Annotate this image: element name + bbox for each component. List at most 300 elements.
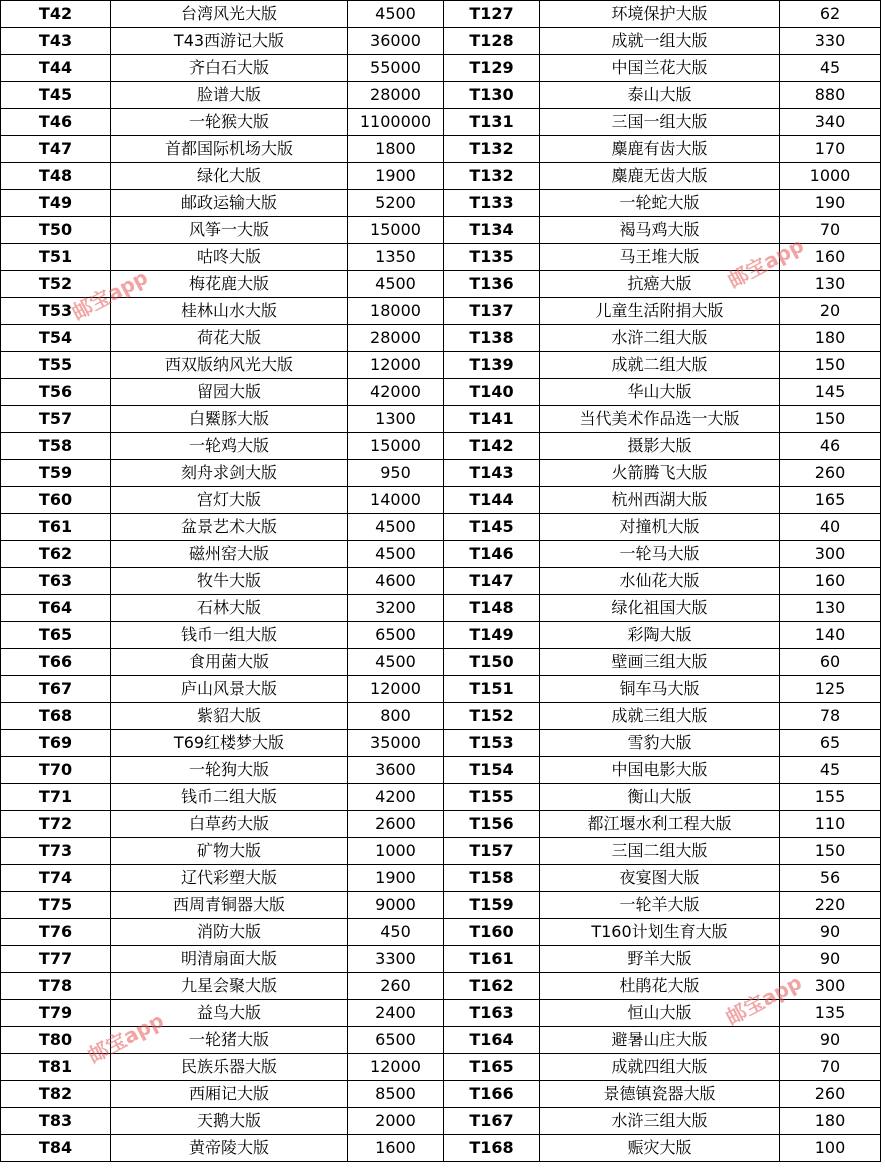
left-name-cell: 桂林山水大版 xyxy=(111,298,348,325)
table-row xyxy=(1,136,881,163)
left-name-cell: 牧牛大版 xyxy=(111,568,348,595)
left-name-cell: 荷花大版 xyxy=(111,325,348,352)
left-code-cell: T81 xyxy=(1,1054,111,1081)
right-code-cell: T130 xyxy=(444,82,540,109)
table-body xyxy=(1,1,881,1162)
left-price-cell: 3300 xyxy=(348,946,444,973)
left-price-cell: 4500 xyxy=(348,1,444,28)
right-price-cell: 260 xyxy=(780,460,881,487)
right-price-cell: 140 xyxy=(780,622,881,649)
table-row xyxy=(1,892,881,919)
right-name-cell: 一轮羊大版 xyxy=(540,892,780,919)
right-code-cell: T145 xyxy=(444,514,540,541)
right-price-cell: 78 xyxy=(780,703,881,730)
table-row xyxy=(1,460,881,487)
right-price-cell: 40 xyxy=(780,514,881,541)
left-price-cell: 1350 xyxy=(348,244,444,271)
table-row xyxy=(1,217,881,244)
right-name-cell: 铜车马大版 xyxy=(540,676,780,703)
right-code-cell: T147 xyxy=(444,568,540,595)
left-code-cell: T61 xyxy=(1,514,111,541)
right-code-cell: T149 xyxy=(444,622,540,649)
right-name-cell: 水浒三组大版 xyxy=(540,1108,780,1135)
right-price-cell: 260 xyxy=(780,1081,881,1108)
left-name-cell: 钱币二组大版 xyxy=(111,784,348,811)
right-price-cell: 150 xyxy=(780,838,881,865)
right-name-cell: 壁画三组大版 xyxy=(540,649,780,676)
table-row xyxy=(1,703,881,730)
right-code-cell: T156 xyxy=(444,811,540,838)
right-price-cell: 90 xyxy=(780,919,881,946)
table-row xyxy=(1,487,881,514)
right-name-cell: 中国电影大版 xyxy=(540,757,780,784)
left-name-cell: 脸谱大版 xyxy=(111,82,348,109)
table-row xyxy=(1,325,881,352)
left-name-cell: 食用菌大版 xyxy=(111,649,348,676)
left-price-cell: 450 xyxy=(348,919,444,946)
right-price-cell: 90 xyxy=(780,946,881,973)
right-code-cell: T134 xyxy=(444,217,540,244)
left-code-cell: T59 xyxy=(1,460,111,487)
table-row xyxy=(1,28,881,55)
right-price-cell: 220 xyxy=(780,892,881,919)
right-code-cell: T148 xyxy=(444,595,540,622)
left-code-cell: T72 xyxy=(1,811,111,838)
right-name-cell: 中国兰花大版 xyxy=(540,55,780,82)
table-row xyxy=(1,163,881,190)
right-name-cell: 泰山大版 xyxy=(540,82,780,109)
right-name-cell: 绿化祖国大版 xyxy=(540,595,780,622)
table-row xyxy=(1,568,881,595)
left-price-cell: 1600 xyxy=(348,1135,444,1162)
right-code-cell: T152 xyxy=(444,703,540,730)
left-name-cell: 石林大版 xyxy=(111,595,348,622)
right-code-cell: T132 xyxy=(444,163,540,190)
right-name-cell: 摄影大版 xyxy=(540,433,780,460)
right-name-cell: 马王堆大版 xyxy=(540,244,780,271)
table-row xyxy=(1,433,881,460)
right-code-cell: T135 xyxy=(444,244,540,271)
right-name-cell: 恒山大版 xyxy=(540,1000,780,1027)
left-code-cell: T46 xyxy=(1,109,111,136)
right-price-cell: 165 xyxy=(780,487,881,514)
right-code-cell: T129 xyxy=(444,55,540,82)
left-price-cell: 2400 xyxy=(348,1000,444,1027)
table-row xyxy=(1,757,881,784)
table-row xyxy=(1,595,881,622)
left-price-cell: 36000 xyxy=(348,28,444,55)
right-price-cell: 170 xyxy=(780,136,881,163)
right-price-cell: 160 xyxy=(780,568,881,595)
right-price-cell: 1000 xyxy=(780,163,881,190)
right-name-cell: 三国二组大版 xyxy=(540,838,780,865)
table-row xyxy=(1,379,881,406)
right-price-cell: 60 xyxy=(780,649,881,676)
right-price-cell: 160 xyxy=(780,244,881,271)
left-code-cell: T43 xyxy=(1,28,111,55)
right-code-cell: T136 xyxy=(444,271,540,298)
right-name-cell: 成就一组大版 xyxy=(540,28,780,55)
left-name-cell: 风筝一大版 xyxy=(111,217,348,244)
left-price-cell: 9000 xyxy=(348,892,444,919)
left-code-cell: T65 xyxy=(1,622,111,649)
left-name-cell: 白鱀豚大版 xyxy=(111,406,348,433)
left-code-cell: T51 xyxy=(1,244,111,271)
left-code-cell: T77 xyxy=(1,946,111,973)
right-code-cell: T166 xyxy=(444,1081,540,1108)
table-row xyxy=(1,1027,881,1054)
left-code-cell: T68 xyxy=(1,703,111,730)
left-code-cell: T63 xyxy=(1,568,111,595)
right-name-cell: 褐马鸡大版 xyxy=(540,217,780,244)
right-code-cell: T164 xyxy=(444,1027,540,1054)
left-code-cell: T57 xyxy=(1,406,111,433)
table-row xyxy=(1,973,881,1000)
left-name-cell: 西厢记大版 xyxy=(111,1081,348,1108)
left-code-cell: T84 xyxy=(1,1135,111,1162)
watermark: 邮宝app xyxy=(83,1007,168,1068)
right-name-cell: 衡山大版 xyxy=(540,784,780,811)
table-row xyxy=(1,514,881,541)
right-price-cell: 300 xyxy=(780,541,881,568)
left-code-cell: T52 xyxy=(1,271,111,298)
table-row xyxy=(1,109,881,136)
right-code-cell: T155 xyxy=(444,784,540,811)
right-price-cell: 70 xyxy=(780,1054,881,1081)
left-name-cell: 消防大版 xyxy=(111,919,348,946)
right-code-cell: T158 xyxy=(444,865,540,892)
left-code-cell: T58 xyxy=(1,433,111,460)
right-code-cell: T144 xyxy=(444,487,540,514)
left-code-cell: T55 xyxy=(1,352,111,379)
left-code-cell: T47 xyxy=(1,136,111,163)
left-code-cell: T42 xyxy=(1,1,111,28)
left-name-cell: 刻舟求剑大版 xyxy=(111,460,348,487)
right-code-cell: T139 xyxy=(444,352,540,379)
right-price-cell: 130 xyxy=(780,595,881,622)
table-row xyxy=(1,271,881,298)
right-price-cell: 45 xyxy=(780,55,881,82)
left-name-cell: 留园大版 xyxy=(111,379,348,406)
right-price-cell: 180 xyxy=(780,1108,881,1135)
left-name-cell: T69红楼梦大版 xyxy=(111,730,348,757)
left-name-cell: 矿物大版 xyxy=(111,838,348,865)
table-row xyxy=(1,1108,881,1135)
right-price-cell: 62 xyxy=(780,1,881,28)
left-code-cell: T80 xyxy=(1,1027,111,1054)
left-code-cell: T83 xyxy=(1,1108,111,1135)
right-code-cell: T165 xyxy=(444,1054,540,1081)
right-name-cell: 当代美术作品选一大版 xyxy=(540,406,780,433)
left-price-cell: 6500 xyxy=(348,622,444,649)
right-code-cell: T132 xyxy=(444,136,540,163)
left-name-cell: 白草药大版 xyxy=(111,811,348,838)
left-price-cell: 6500 xyxy=(348,1027,444,1054)
left-price-cell: 260 xyxy=(348,973,444,1000)
left-price-cell: 2600 xyxy=(348,811,444,838)
right-name-cell: 华山大版 xyxy=(540,379,780,406)
right-name-cell: 火箭腾飞大版 xyxy=(540,460,780,487)
right-name-cell: 一轮马大版 xyxy=(540,541,780,568)
table-row xyxy=(1,784,881,811)
right-code-cell: T151 xyxy=(444,676,540,703)
left-code-cell: T49 xyxy=(1,190,111,217)
right-code-cell: T146 xyxy=(444,541,540,568)
left-code-cell: T60 xyxy=(1,487,111,514)
left-code-cell: T62 xyxy=(1,541,111,568)
left-price-cell: 800 xyxy=(348,703,444,730)
left-name-cell: 紫貂大版 xyxy=(111,703,348,730)
left-name-cell: 民族乐器大版 xyxy=(111,1054,348,1081)
left-name-cell: 磁州窑大版 xyxy=(111,541,348,568)
left-price-cell: 4600 xyxy=(348,568,444,595)
left-name-cell: 庐山风景大版 xyxy=(111,676,348,703)
right-name-cell: 儿童生活附捐大版 xyxy=(540,298,780,325)
right-price-cell: 150 xyxy=(780,406,881,433)
left-name-cell: 益鸟大版 xyxy=(111,1000,348,1027)
right-code-cell: T167 xyxy=(444,1108,540,1135)
left-name-cell: 梅花鹿大版 xyxy=(111,271,348,298)
left-name-cell: 宫灯大版 xyxy=(111,487,348,514)
left-price-cell: 15000 xyxy=(348,433,444,460)
right-name-cell: 赈灾大版 xyxy=(540,1135,780,1162)
left-price-cell: 12000 xyxy=(348,352,444,379)
left-name-cell: 西周青铜器大版 xyxy=(111,892,348,919)
right-name-cell: 景德镇瓷器大版 xyxy=(540,1081,780,1108)
left-price-cell: 1800 xyxy=(348,136,444,163)
left-price-cell: 12000 xyxy=(348,676,444,703)
right-price-cell: 190 xyxy=(780,190,881,217)
right-price-cell: 150 xyxy=(780,352,881,379)
left-name-cell: 邮政运输大版 xyxy=(111,190,348,217)
left-code-cell: T48 xyxy=(1,163,111,190)
right-name-cell: 水浒二组大版 xyxy=(540,325,780,352)
right-name-cell: 避暑山庄大版 xyxy=(540,1027,780,1054)
left-code-cell: T82 xyxy=(1,1081,111,1108)
right-name-cell: 杭州西湖大版 xyxy=(540,487,780,514)
left-price-cell: 55000 xyxy=(348,55,444,82)
right-name-cell: 成就三组大版 xyxy=(540,703,780,730)
right-price-cell: 110 xyxy=(780,811,881,838)
right-code-cell: T133 xyxy=(444,190,540,217)
right-price-cell: 145 xyxy=(780,379,881,406)
watermark: 邮宝app xyxy=(67,264,152,325)
right-name-cell: 雪豹大版 xyxy=(540,730,780,757)
right-name-cell: 野羊大版 xyxy=(540,946,780,973)
right-code-cell: T142 xyxy=(444,433,540,460)
left-price-cell: 1300 xyxy=(348,406,444,433)
left-name-cell: 一轮猪大版 xyxy=(111,1027,348,1054)
left-price-cell: 8500 xyxy=(348,1081,444,1108)
right-name-cell: 抗癌大版 xyxy=(540,271,780,298)
left-price-cell: 1900 xyxy=(348,865,444,892)
right-code-cell: T153 xyxy=(444,730,540,757)
left-name-cell: 盆景艺术大版 xyxy=(111,514,348,541)
left-price-cell: 18000 xyxy=(348,298,444,325)
right-price-cell: 45 xyxy=(780,757,881,784)
right-name-cell: 都江堰水利工程大版 xyxy=(540,811,780,838)
left-price-cell: 35000 xyxy=(348,730,444,757)
table-row xyxy=(1,406,881,433)
table-row xyxy=(1,1081,881,1108)
right-price-cell: 56 xyxy=(780,865,881,892)
table-row xyxy=(1,541,881,568)
left-code-cell: T56 xyxy=(1,379,111,406)
table-row xyxy=(1,649,881,676)
table-row xyxy=(1,730,881,757)
right-code-cell: T163 xyxy=(444,1000,540,1027)
left-code-cell: T70 xyxy=(1,757,111,784)
left-price-cell: 42000 xyxy=(348,379,444,406)
left-name-cell: 西双版纳风光大版 xyxy=(111,352,348,379)
right-code-cell: T159 xyxy=(444,892,540,919)
left-code-cell: T50 xyxy=(1,217,111,244)
right-price-cell: 180 xyxy=(780,325,881,352)
right-price-cell: 90 xyxy=(780,1027,881,1054)
right-price-cell: 125 xyxy=(780,676,881,703)
table-row xyxy=(1,676,881,703)
right-code-cell: T150 xyxy=(444,649,540,676)
right-code-cell: T168 xyxy=(444,1135,540,1162)
right-code-cell: T137 xyxy=(444,298,540,325)
right-code-cell: T161 xyxy=(444,946,540,973)
right-price-cell: 135 xyxy=(780,1000,881,1027)
right-code-cell: T131 xyxy=(444,109,540,136)
left-name-cell: 天鹅大版 xyxy=(111,1108,348,1135)
left-price-cell: 950 xyxy=(348,460,444,487)
left-name-cell: 一轮狗大版 xyxy=(111,757,348,784)
table-row xyxy=(1,55,881,82)
left-price-cell: 4500 xyxy=(348,271,444,298)
right-price-cell: 300 xyxy=(780,973,881,1000)
left-name-cell: 绿化大版 xyxy=(111,163,348,190)
table-row xyxy=(1,811,881,838)
left-name-cell: 九星会聚大版 xyxy=(111,973,348,1000)
table-row xyxy=(1,919,881,946)
left-price-cell: 4200 xyxy=(348,784,444,811)
left-price-cell: 1100000 xyxy=(348,109,444,136)
right-code-cell: T128 xyxy=(444,28,540,55)
left-price-cell: 4500 xyxy=(348,541,444,568)
right-price-cell: 155 xyxy=(780,784,881,811)
right-code-cell: T138 xyxy=(444,325,540,352)
right-code-cell: T160 xyxy=(444,919,540,946)
right-price-cell: 880 xyxy=(780,82,881,109)
left-name-cell: 台湾风光大版 xyxy=(111,1,348,28)
table-row xyxy=(1,190,881,217)
left-code-cell: T71 xyxy=(1,784,111,811)
left-code-cell: T66 xyxy=(1,649,111,676)
left-price-cell: 28000 xyxy=(348,82,444,109)
right-price-cell: 20 xyxy=(780,298,881,325)
right-name-cell: 杜鹃花大版 xyxy=(540,973,780,1000)
right-name-cell: 水仙花大版 xyxy=(540,568,780,595)
right-price-cell: 46 xyxy=(780,433,881,460)
right-name-cell: 彩陶大版 xyxy=(540,622,780,649)
left-name-cell: 齐白石大版 xyxy=(111,55,348,82)
left-code-cell: T54 xyxy=(1,325,111,352)
left-price-cell: 4500 xyxy=(348,649,444,676)
right-price-cell: 330 xyxy=(780,28,881,55)
table-row xyxy=(1,352,881,379)
left-price-cell: 3200 xyxy=(348,595,444,622)
left-name-cell: 一轮猴大版 xyxy=(111,109,348,136)
table-row xyxy=(1,865,881,892)
left-code-cell: T69 xyxy=(1,730,111,757)
right-price-cell: 70 xyxy=(780,217,881,244)
right-price-cell: 65 xyxy=(780,730,881,757)
table-row xyxy=(1,838,881,865)
right-price-cell: 100 xyxy=(780,1135,881,1162)
left-code-cell: T45 xyxy=(1,82,111,109)
left-code-cell: T78 xyxy=(1,973,111,1000)
watermark: 邮宝app xyxy=(721,969,806,1030)
left-price-cell: 4500 xyxy=(348,514,444,541)
right-code-cell: T143 xyxy=(444,460,540,487)
left-name-cell: 辽代彩塑大版 xyxy=(111,865,348,892)
left-name-cell: 一轮鸡大版 xyxy=(111,433,348,460)
left-code-cell: T76 xyxy=(1,919,111,946)
right-name-cell: 一轮蛇大版 xyxy=(540,190,780,217)
table-row xyxy=(1,1000,881,1027)
left-name-cell: 钱币一组大版 xyxy=(111,622,348,649)
right-name-cell: T160计划生育大版 xyxy=(540,919,780,946)
left-price-cell: 2000 xyxy=(348,1108,444,1135)
left-code-cell: T75 xyxy=(1,892,111,919)
left-price-cell: 5200 xyxy=(348,190,444,217)
right-name-cell: 对撞机大版 xyxy=(540,514,780,541)
left-name-cell: 黄帝陵大版 xyxy=(111,1135,348,1162)
right-name-cell: 夜宴图大版 xyxy=(540,865,780,892)
right-code-cell: T154 xyxy=(444,757,540,784)
watermark: 邮宝app xyxy=(723,232,808,293)
left-code-cell: T44 xyxy=(1,55,111,82)
table-row xyxy=(1,946,881,973)
left-code-cell: T79 xyxy=(1,1000,111,1027)
right-code-cell: T127 xyxy=(444,1,540,28)
right-code-cell: T162 xyxy=(444,973,540,1000)
table-row xyxy=(1,622,881,649)
right-code-cell: T157 xyxy=(444,838,540,865)
right-price-cell: 340 xyxy=(780,109,881,136)
right-name-cell: 环境保护大版 xyxy=(540,1,780,28)
left-code-cell: T74 xyxy=(1,865,111,892)
left-code-cell: T64 xyxy=(1,595,111,622)
right-price-cell: 130 xyxy=(780,271,881,298)
left-name-cell: 明清扇面大版 xyxy=(111,946,348,973)
table-row xyxy=(1,298,881,325)
left-name-cell: T43西游记大版 xyxy=(111,28,348,55)
left-code-cell: T53 xyxy=(1,298,111,325)
left-code-cell: T67 xyxy=(1,676,111,703)
left-name-cell: 首都国际机场大版 xyxy=(111,136,348,163)
left-price-cell: 28000 xyxy=(348,325,444,352)
right-name-cell: 成就二组大版 xyxy=(540,352,780,379)
left-price-cell: 1000 xyxy=(348,838,444,865)
table-row xyxy=(1,1054,881,1081)
left-price-cell: 1900 xyxy=(348,163,444,190)
right-name-cell: 麋鹿有齿大版 xyxy=(540,136,780,163)
right-name-cell: 成就四组大版 xyxy=(540,1054,780,1081)
left-price-cell: 12000 xyxy=(348,1054,444,1081)
right-code-cell: T141 xyxy=(444,406,540,433)
right-code-cell: T140 xyxy=(444,379,540,406)
table-row xyxy=(1,244,881,271)
table-row xyxy=(1,1,881,28)
left-price-cell: 3600 xyxy=(348,757,444,784)
left-price-cell: 15000 xyxy=(348,217,444,244)
left-price-cell: 14000 xyxy=(348,487,444,514)
